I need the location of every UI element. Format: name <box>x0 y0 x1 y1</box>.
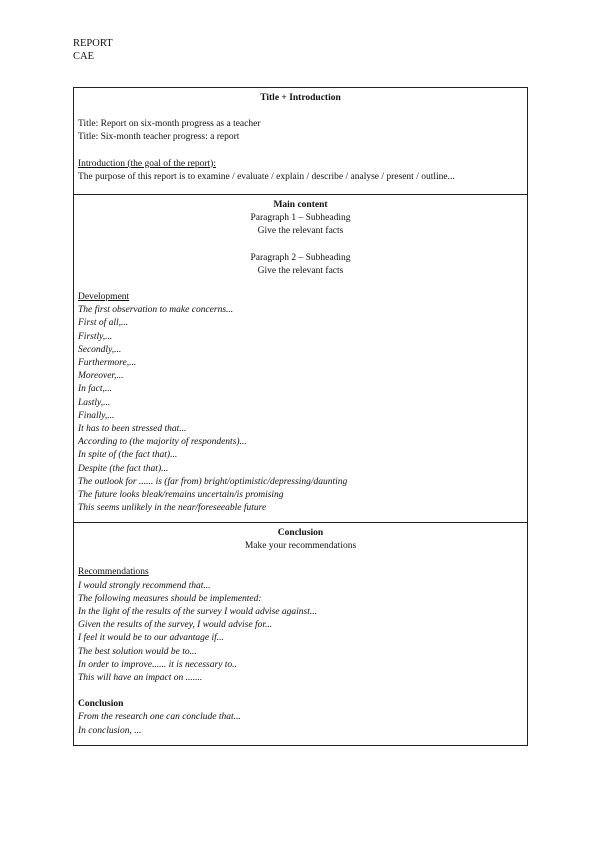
recommendation-phrase: In order to improve...... it is necessary to.. <box>78 659 237 670</box>
development-phrase: According to (the majority of respondents)... <box>78 437 247 448</box>
development-phrase: In fact,... <box>78 384 113 395</box>
recommendation-phrase: In the light of the results of the survey I would advise against... <box>78 607 317 618</box>
recommendation-phrase: Given the results of the survey, I would advise for... <box>78 620 273 631</box>
conclusion-phrase: From the research one can conclude that... <box>78 712 241 723</box>
development-phrase: Furthermore,... <box>78 358 137 369</box>
introduction-label: Introduction (the goal of the report): <box>78 158 216 169</box>
development-phrase: The future looks bleak/remains uncertain/is promising <box>78 490 284 501</box>
development-phrase: Finally,... <box>78 410 115 421</box>
development-phrase: In spite of (the fact that)... <box>78 450 178 461</box>
paragraph-2-heading: Paragraph 2 – Subheading <box>250 252 351 263</box>
document-header <box>73 37 113 63</box>
development-phrase: The first observation to make concerns... <box>78 305 234 316</box>
section-heading: Main content <box>273 200 328 210</box>
conclusion-section <box>74 523 527 745</box>
recommendation-phrase: The following measures should be implemented: <box>78 593 262 604</box>
section-heading: Conclusion <box>277 528 324 538</box>
conclusion-label: Conclusion <box>78 699 124 710</box>
title-example-2: Title: Six-month teacher progress: a report <box>78 132 240 143</box>
development-phrase: Moreover,... <box>78 371 124 382</box>
conclusion-phrase: In conclusion, ... <box>78 725 142 736</box>
paragraph-1-heading: Paragraph 1 – Subheading <box>250 213 351 224</box>
development-phrase: Lastly,... <box>78 397 111 408</box>
section-heading: Title + Introduction <box>260 93 341 103</box>
development-phrase: Firstly,... <box>78 331 113 342</box>
recommendations-label: Recommendations <box>78 567 149 578</box>
header-line-cae: CAE <box>73 51 94 62</box>
main-content-section <box>74 195 527 523</box>
section-subheading: Make your recommendations <box>244 541 357 552</box>
title-introduction-section <box>74 88 527 195</box>
development-phrase: It has to been stressed that... <box>78 424 187 435</box>
recommendation-phrase: This will have an impact on ....... <box>78 673 203 684</box>
paragraph-2-text: Give the relevant facts <box>257 265 344 276</box>
development-phrase: The outlook for ...... is (far from) bright/optimistic/depressing/daunting <box>78 476 348 487</box>
development-phrase: This seems unlikely in the near/foreseeable future <box>78 503 267 514</box>
development-label: Development <box>78 292 130 303</box>
report-template-table <box>73 87 528 746</box>
development-phrase: Despite (the fact that)... <box>78 463 169 474</box>
recommendation-phrase: I feel it would be to our advantage if... <box>78 633 224 644</box>
development-phrase: Secondly,... <box>78 344 122 355</box>
development-phrase: First of all,... <box>78 318 129 329</box>
introduction-text: The purpose of this report is to examine / evaluate / explain / describe / analyse / present / outline... <box>78 171 455 182</box>
recommendation-phrase: I would strongly recommend that... <box>78 580 211 591</box>
recommendation-phrase: The best solution would be to... <box>78 646 197 657</box>
header-line-report: REPORT <box>73 38 113 49</box>
paragraph-1-text: Give the relevant facts <box>257 226 344 237</box>
title-example-1: Title: Report on six-month progress as a teacher <box>78 119 261 130</box>
